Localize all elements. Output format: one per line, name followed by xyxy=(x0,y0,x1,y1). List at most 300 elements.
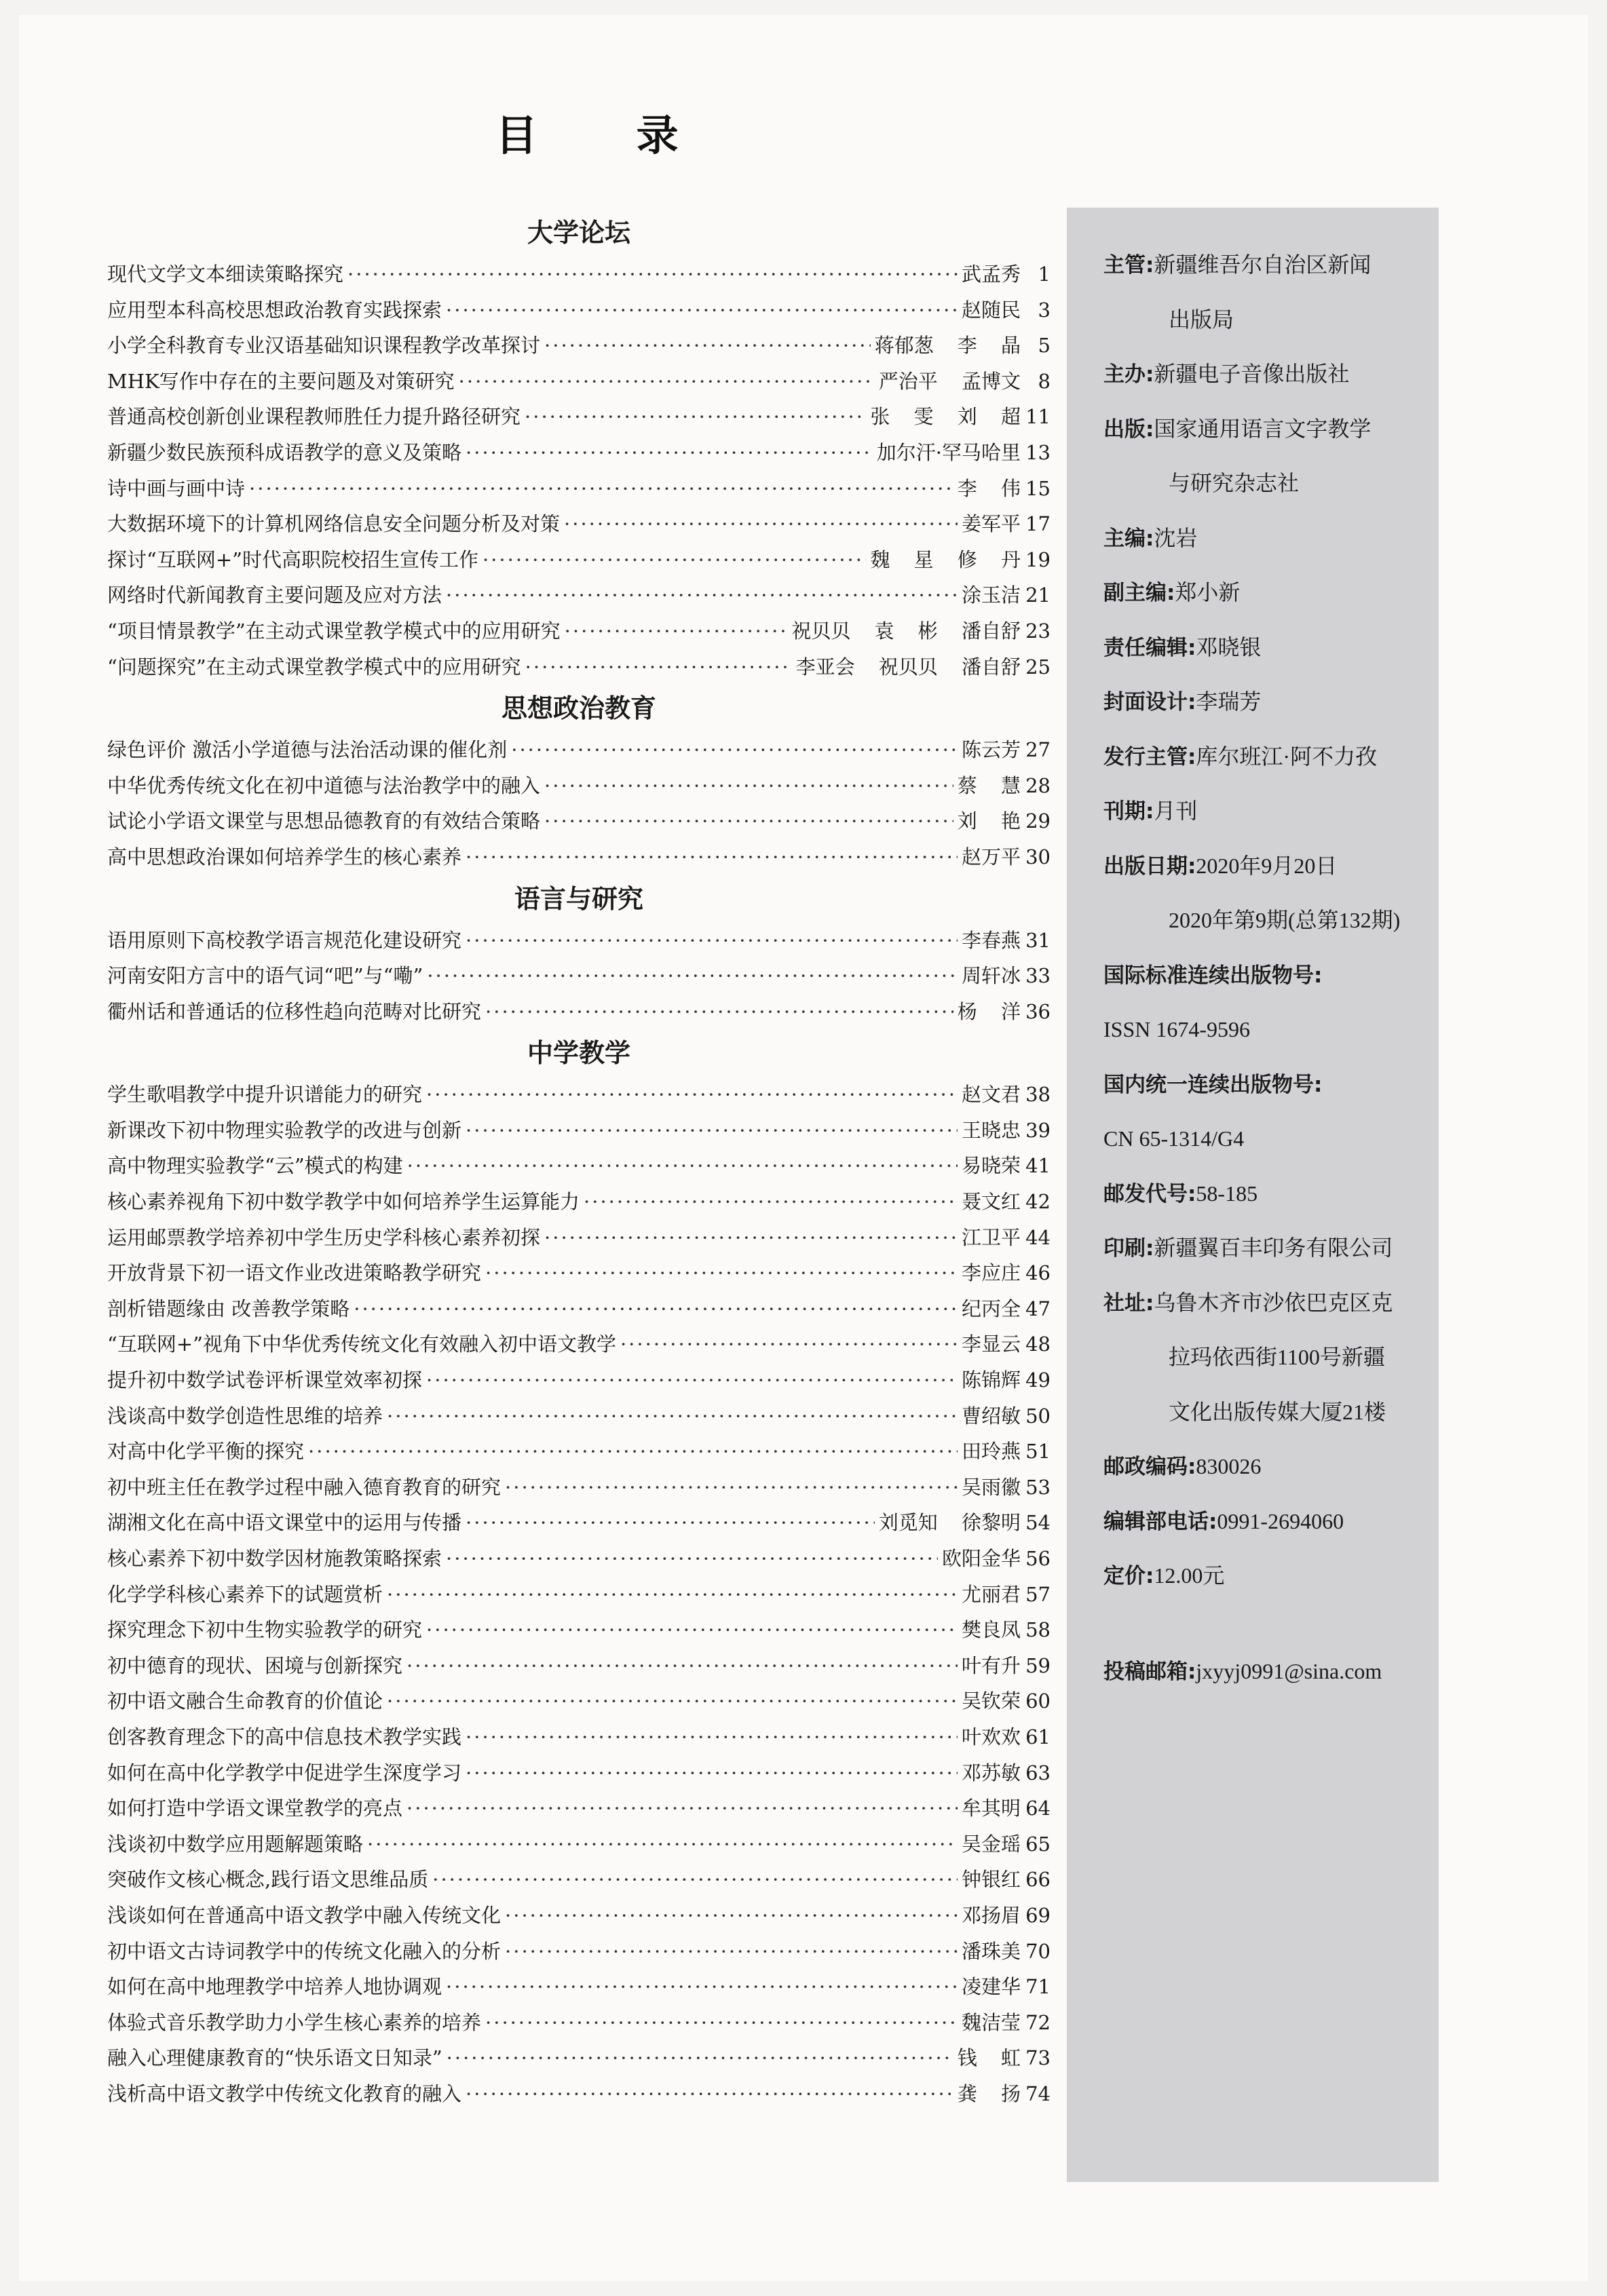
toc-entry xyxy=(107,1220,1051,1256)
leader-dots xyxy=(565,613,788,649)
toc-entry xyxy=(107,958,1051,994)
toc-entry xyxy=(107,1255,1051,1291)
entry-title: 网络时代新闻教育主要问题及应对方法 xyxy=(107,583,442,607)
section-heading: 语言与研究 xyxy=(514,883,643,914)
masthead-value: 月刊 xyxy=(1154,799,1198,823)
masthead-value: 拉玛依西街1100号新疆 xyxy=(1169,1345,1385,1369)
entry-page: 51 xyxy=(1025,1440,1051,1463)
toc-entry xyxy=(107,1113,1051,1149)
entry-author: 魏 星 修 丹 xyxy=(870,548,1021,571)
masthead-value: 0991-2694060 xyxy=(1217,1508,1344,1533)
toc-entry xyxy=(107,994,1051,1030)
masthead-row xyxy=(1103,1002,1436,1057)
masthead-value: 新疆电子音像出版社 xyxy=(1154,362,1350,386)
leader-dots xyxy=(407,1791,958,1826)
toc-entry xyxy=(107,1505,1051,1541)
entry-title: 探究理念下初中生物实验教学的研究 xyxy=(107,1618,423,1642)
entry-title: 大数据环境下的计算机网络信息安全问题分析及对策 xyxy=(107,512,561,536)
entry-page: 59 xyxy=(1025,1653,1051,1677)
entry-page: 47 xyxy=(1025,1297,1051,1320)
masthead-row xyxy=(1103,237,1436,292)
toc-entry xyxy=(107,1577,1051,1613)
entry-title: 核心素养视角下初中数学教学中如何培养学生运算能力 xyxy=(107,1190,580,1214)
entry-title: 如何在高中地理教学中培养人地协调观 xyxy=(107,1975,442,1999)
entry-title: 初中班主任在教学过程中融入德育教育的研究 xyxy=(107,1475,502,1499)
leader-dots xyxy=(544,1220,958,1256)
masthead-row xyxy=(1103,1494,1436,1549)
entry-author: 凌建华 xyxy=(961,1975,1021,1999)
entry-page: 39 xyxy=(1025,1118,1051,1142)
entry-title: 中华优秀传统文化在初中道德与法治教学中的融入 xyxy=(107,773,541,797)
entry-page: 66 xyxy=(1025,1868,1051,1892)
entry-author: 刘 艳 xyxy=(957,809,1021,833)
toc-entry xyxy=(107,768,1051,804)
masthead-row xyxy=(1103,1166,1436,1221)
entry-title: 对高中化学平衡的探究 xyxy=(107,1440,305,1463)
leader-dots xyxy=(407,1148,958,1184)
masthead-key: 定价: xyxy=(1103,1564,1154,1588)
entry-title: 现代文学文本细读策略探究 xyxy=(107,263,344,286)
entry-title: 学生歌唱教学中提升识谱能力的研究 xyxy=(107,1083,423,1107)
entry-page: 30 xyxy=(1025,845,1051,868)
section-heading: 大学论坛 xyxy=(527,218,630,248)
entry-page: 42 xyxy=(1025,1190,1051,1214)
entry-page: 64 xyxy=(1025,1797,1051,1820)
masthead-row xyxy=(1103,456,1436,511)
masthead-key: 主办: xyxy=(1103,362,1154,387)
entry-page: 72 xyxy=(1025,2010,1051,2034)
masthead-key: 封面设计: xyxy=(1103,690,1196,714)
toc-entry xyxy=(107,1184,1051,1220)
table-of-contents xyxy=(107,209,1051,2112)
toc-entry xyxy=(107,1862,1051,1898)
toc-entry xyxy=(107,613,1051,649)
toc-entry xyxy=(107,1434,1051,1470)
leader-dots xyxy=(466,1113,958,1149)
leader-dots xyxy=(446,1969,958,2005)
leader-dots xyxy=(426,1077,958,1113)
toc-entry xyxy=(107,1541,1051,1577)
entry-page: 13 xyxy=(1025,440,1051,464)
entry-title: 创客教育理念下的高中信息技术教学实践 xyxy=(107,1725,462,1748)
entry-page: 73 xyxy=(1025,2046,1051,2070)
masthead-row xyxy=(1103,402,1436,457)
entry-title: 初中语文融合生命教育的价值论 xyxy=(107,1689,383,1713)
entry-author: 龚 扬 xyxy=(957,2082,1021,2105)
leader-dots xyxy=(446,292,958,328)
entry-page: 71 xyxy=(1025,1975,1051,1999)
entry-page: 36 xyxy=(1025,999,1051,1023)
leader-dots xyxy=(466,435,873,471)
entry-author: 杨 洋 xyxy=(957,999,1021,1023)
toc-entry xyxy=(107,1791,1051,1826)
leader-dots xyxy=(466,839,958,875)
entry-author: 叶欢欢 xyxy=(961,1725,1021,1748)
masthead-key: 主管: xyxy=(1103,253,1154,278)
entry-title: 高中思想政治课如何培养学生的核心素养 xyxy=(107,845,462,868)
leader-dots xyxy=(485,1255,958,1291)
entry-author: 尤丽君 xyxy=(961,1582,1021,1606)
masthead-key: 刊期: xyxy=(1103,799,1154,824)
masthead-row xyxy=(1103,1111,1436,1166)
entry-page: 74 xyxy=(1025,2082,1051,2105)
toc-entry xyxy=(107,542,1051,578)
leader-dots xyxy=(466,2076,953,2112)
entry-title: 试论小学语文课堂与思想品德教育的有效结合策略 xyxy=(107,809,541,833)
entry-author: 易晓荣 xyxy=(961,1154,1021,1178)
toc-entry xyxy=(107,923,1051,959)
entry-page: 31 xyxy=(1025,928,1051,952)
masthead-value: 2020年9月20日 xyxy=(1196,853,1338,878)
toc-entry xyxy=(107,435,1051,471)
masthead-value: 830026 xyxy=(1196,1454,1262,1478)
masthead-row xyxy=(1103,784,1436,839)
entry-title: 语用原则下高校教学语言规范化建设研究 xyxy=(107,928,462,952)
masthead-value: 2020年第9期(总第132期) xyxy=(1169,908,1401,932)
entry-author: 吴钦荣 xyxy=(961,1689,1021,1713)
section-heading: 中学教学 xyxy=(527,1038,630,1069)
masthead-value: 58-185 xyxy=(1196,1181,1258,1206)
entry-title: 初中德育的现状、困境与创新探究 xyxy=(107,1653,403,1677)
toc-entry xyxy=(107,1755,1051,1791)
entry-title: 突破作文核心概念,践行语文思维品质 xyxy=(107,1868,429,1892)
entry-author: 吴金瑶 xyxy=(961,1832,1021,1856)
masthead-key: 主编: xyxy=(1103,526,1154,551)
entry-page: 3 xyxy=(1038,298,1051,322)
entry-page: 65 xyxy=(1025,1832,1051,1856)
entry-author: 李 伟 xyxy=(957,476,1021,500)
entry-page: 44 xyxy=(1025,1225,1051,1249)
toc-entry xyxy=(107,506,1051,542)
entry-title: 普通高校创新创业课程教师胜任力提升路径研究 xyxy=(107,405,521,429)
masthead-key: 邮政编码: xyxy=(1103,1455,1196,1479)
entry-page: 48 xyxy=(1025,1333,1051,1356)
entry-author: 邓扬眉 xyxy=(961,1903,1021,1927)
entry-title: “项目情景教学”在主动式课堂教学模式中的应用研究 xyxy=(107,619,561,643)
leader-dots xyxy=(511,732,958,768)
entry-author: 邓苏敏 xyxy=(961,1761,1021,1784)
entry-title: 如何在高中化学教学中促进学生深度学习 xyxy=(107,1761,462,1784)
entry-author: 曹绍敏 xyxy=(961,1404,1021,1428)
masthead-value: 国家通用语言文字教学 xyxy=(1154,416,1372,441)
leader-dots xyxy=(354,1291,958,1327)
entry-author: 张 雯 刘 超 xyxy=(870,405,1021,429)
entry-author: 祝贝贝 袁 彬 潘自舒 xyxy=(791,619,1021,643)
entry-author: 李显云 xyxy=(961,1333,1021,1356)
entry-title: 绿色评价 激活小学道德与法治活动课的催化剂 xyxy=(107,738,508,762)
entry-page: 28 xyxy=(1025,773,1051,797)
entry-page: 25 xyxy=(1025,655,1051,678)
entry-page: 33 xyxy=(1025,964,1051,988)
toc-entry xyxy=(107,803,1051,839)
entry-author: 周轩冰 xyxy=(961,964,1021,988)
masthead-row xyxy=(1103,893,1436,948)
entry-author: 姜军平 xyxy=(961,512,1021,536)
entry-author: 李春燕 xyxy=(961,928,1021,952)
masthead-row xyxy=(1103,1644,1436,1699)
entry-page: 27 xyxy=(1025,738,1051,762)
entry-author: 钟银红 xyxy=(961,1868,1021,1892)
toc-entry xyxy=(107,1148,1051,1184)
masthead-key: 印刷: xyxy=(1103,1236,1154,1261)
leader-dots xyxy=(426,1612,958,1648)
masthead-key: 出版: xyxy=(1103,417,1154,442)
leader-dots xyxy=(505,1934,958,1970)
entry-title: MHK写作中存在的主要问题及对策研究 xyxy=(107,369,455,393)
leader-dots xyxy=(485,2005,958,2041)
leader-dots xyxy=(446,1541,938,1577)
entry-author: 牟其明 xyxy=(961,1797,1021,1820)
toc-entry xyxy=(107,2005,1051,2041)
leader-dots xyxy=(447,2040,953,2076)
entry-author: 魏洁莹 xyxy=(961,2010,1021,2034)
entry-title: 化学学科核心素养下的试题赏析 xyxy=(107,1582,383,1606)
entry-page: 19 xyxy=(1025,548,1051,571)
entry-author: 严治平 孟博文 xyxy=(878,369,1021,393)
masthead-row xyxy=(1103,1276,1436,1331)
entry-page: 60 xyxy=(1025,1689,1051,1713)
entry-title: 浅谈如何在普通高中语文教学中融入传统文化 xyxy=(107,1903,502,1927)
toc-entry xyxy=(107,1826,1051,1862)
section-heading: 思想政治教育 xyxy=(501,693,656,724)
leader-dots xyxy=(347,256,958,292)
masthead-row xyxy=(1103,1385,1436,1440)
entry-title: 初中语文古诗词教学中的传统文化融入的分析 xyxy=(107,1939,502,1963)
entry-page: 17 xyxy=(1025,512,1051,536)
masthead-row xyxy=(1103,292,1436,347)
entry-page: 53 xyxy=(1025,1475,1051,1499)
leader-dots xyxy=(505,1898,958,1934)
masthead-key: 编辑部电话: xyxy=(1103,1509,1217,1534)
entry-title: 新疆少数民族预科成语教学的意义及策略 xyxy=(107,440,462,464)
toc-entry xyxy=(107,292,1051,328)
leader-dots xyxy=(564,506,958,542)
entry-author: 樊良凤 xyxy=(961,1618,1021,1642)
toc-entry xyxy=(107,732,1051,768)
entry-page: 49 xyxy=(1025,1369,1051,1392)
entry-page: 23 xyxy=(1025,619,1051,643)
entry-title: 浅谈高中数学创造性思维的培养 xyxy=(107,1404,383,1428)
masthead-key: 国内统一连续出版物号: xyxy=(1103,1072,1323,1097)
masthead-value: 新疆维吾尔自治区新闻 xyxy=(1154,252,1372,277)
masthead-key: 社址: xyxy=(1103,1290,1154,1316)
entry-page: 70 xyxy=(1025,1939,1051,1963)
entry-page: 21 xyxy=(1025,583,1051,607)
entry-title: 应用型本科高校思想政治教育实践探索 xyxy=(107,298,442,322)
entry-title: 核心素养下初中数学因材施教策略探索 xyxy=(107,1547,442,1570)
entry-author: 潘珠美 xyxy=(961,1939,1021,1963)
entry-author: 江卫平 xyxy=(961,1225,1021,1249)
leader-dots xyxy=(466,1505,875,1541)
masthead-row xyxy=(1103,511,1436,566)
entry-author: 李应庄 xyxy=(961,1261,1021,1285)
leader-dots xyxy=(466,1719,958,1755)
leader-dots xyxy=(483,542,866,578)
masthead-value: CN 65-1314/G4 xyxy=(1103,1126,1245,1151)
masthead-row xyxy=(1103,1548,1436,1603)
leader-dots xyxy=(620,1326,958,1362)
toc-entry xyxy=(107,256,1051,292)
toc-entry xyxy=(107,1719,1051,1755)
masthead-row xyxy=(1103,620,1436,675)
entry-title: 探讨“互联网+”时代高职院校招生宣传工作 xyxy=(107,548,478,571)
entry-author: 武孟秀 xyxy=(961,263,1021,286)
masthead-key: 发行主管: xyxy=(1103,744,1196,769)
entry-author: 蒋郁葱 李 晶 xyxy=(874,334,1021,358)
leader-dots xyxy=(387,1398,958,1434)
toc-entry xyxy=(107,1648,1051,1684)
entry-page: 56 xyxy=(1025,1547,1051,1570)
toc-entry xyxy=(107,399,1051,435)
entry-title: 剖析错题缘由 改善教学策略 xyxy=(107,1297,350,1320)
toc-entry xyxy=(107,1362,1051,1398)
leader-dots xyxy=(505,1470,958,1506)
entry-author: 欧阳金华 xyxy=(941,1547,1021,1570)
leader-dots xyxy=(308,1434,958,1470)
entry-title: 体验式音乐教学助力小学生核心素养的培养 xyxy=(107,2010,482,2034)
leader-dots xyxy=(466,923,958,959)
masthead-value: ISSN 1674-9596 xyxy=(1103,1017,1251,1041)
entry-page: 58 xyxy=(1025,1618,1051,1642)
entry-page: 50 xyxy=(1025,1404,1051,1428)
entry-page: 11 xyxy=(1025,405,1051,429)
masthead-key: 出版日期: xyxy=(1103,854,1196,879)
leader-dots xyxy=(544,328,871,364)
leader-dots xyxy=(432,1862,958,1898)
entry-title: 小学全科教育专业汉语基础知识课程教学改革探讨 xyxy=(107,334,541,358)
toc-entry xyxy=(107,2076,1051,2112)
masthead-row xyxy=(1103,948,1436,1003)
leader-dots xyxy=(387,1683,958,1719)
masthead-value: 新疆翼百丰印务有限公司 xyxy=(1154,1236,1393,1260)
masthead-key: 投稿邮箱: xyxy=(1103,1659,1196,1684)
toc-entry xyxy=(107,577,1051,613)
leader-dots xyxy=(459,364,875,400)
entry-author: 聂文红 xyxy=(961,1190,1021,1214)
entry-title: 运用邮票教学培养初中学生历史学科核心素养初探 xyxy=(107,1225,541,1249)
entry-page: 29 xyxy=(1025,809,1051,833)
leader-dots xyxy=(367,1826,958,1862)
entry-title: 湖湘文化在高中语文课堂中的运用与传播 xyxy=(107,1511,462,1535)
masthead-panel xyxy=(1067,208,1439,2182)
entry-author: 赵万平 xyxy=(961,845,1021,868)
entry-author: 涂玉洁 xyxy=(961,583,1021,607)
entry-title: 河南安阳方言中的语气词“吧”与“嘞” xyxy=(107,964,423,988)
leader-dots xyxy=(407,1648,958,1684)
entry-page: 61 xyxy=(1025,1725,1051,1748)
entry-author: 叶有升 xyxy=(961,1653,1021,1677)
entry-author: 加尔汗·罕马哈里 xyxy=(876,440,1021,464)
leader-dots xyxy=(426,1362,958,1398)
leader-dots xyxy=(544,803,953,839)
toc-entry xyxy=(107,1612,1051,1648)
leader-dots xyxy=(466,1755,958,1791)
masthead-value: 乌鲁木齐市沙依巴克区克 xyxy=(1154,1290,1393,1315)
toc-entry xyxy=(107,1898,1051,1934)
toc-entry xyxy=(107,1934,1051,1970)
masthead-row xyxy=(1103,839,1436,894)
masthead-value: 库尔班江·阿不力孜 xyxy=(1196,744,1378,769)
toc-entry xyxy=(107,1398,1051,1434)
leader-dots xyxy=(387,1577,958,1613)
entry-title: “互联网+”视角下中华优秀传统文化有效融入初中语文教学 xyxy=(107,1333,616,1356)
entry-page: 57 xyxy=(1025,1582,1051,1606)
entry-page: 15 xyxy=(1025,476,1051,500)
entry-page: 54 xyxy=(1025,1511,1051,1535)
entry-author: 纪丙全 xyxy=(961,1297,1021,1320)
entry-author: 刘觅知 徐黎明 xyxy=(878,1511,1021,1535)
masthead-row xyxy=(1103,1330,1436,1385)
toc-entry xyxy=(107,1291,1051,1327)
entry-page: 38 xyxy=(1025,1083,1051,1107)
entry-title: 浅析高中语文教学中传统文化教育的融入 xyxy=(107,2082,462,2105)
entry-author: 蔡 慧 xyxy=(957,773,1021,797)
entry-page: 46 xyxy=(1025,1261,1051,1285)
entry-title: 提升初中数学试卷评析课堂效率初探 xyxy=(107,1369,423,1392)
entry-title: 高中物理实验教学“云”模式的构建 xyxy=(107,1154,403,1178)
entry-author: 田玲燕 xyxy=(961,1440,1021,1463)
entry-author: 李亚会 祝贝贝 潘自舒 xyxy=(795,655,1021,678)
masthead-value: 郑小新 xyxy=(1175,580,1241,605)
entry-page: 5 xyxy=(1038,334,1051,358)
masthead-row xyxy=(1103,565,1436,620)
entry-page: 1 xyxy=(1038,263,1051,286)
leader-dots xyxy=(544,768,953,804)
toc-entry xyxy=(107,1326,1051,1362)
masthead-key: 邮发代号: xyxy=(1103,1181,1196,1206)
toc-entry xyxy=(107,471,1051,507)
entry-title: 融入心理健康教育的“快乐语文日知录” xyxy=(107,2046,442,2070)
masthead-row xyxy=(1103,674,1436,729)
toc-entry xyxy=(107,2040,1051,2076)
masthead-row xyxy=(1103,1439,1436,1494)
entry-author: 钱 虹 xyxy=(957,2046,1021,2070)
toc-entry xyxy=(107,1077,1051,1113)
masthead-value: 文化出版传媒大厦21楼 xyxy=(1169,1399,1386,1424)
masthead-value: 邓晓银 xyxy=(1196,634,1262,659)
entry-title: 新课改下初中物理实验教学的改进与创新 xyxy=(107,1118,462,1142)
masthead-value: 12.00元 xyxy=(1154,1563,1225,1588)
entry-author: 陈锦辉 xyxy=(961,1369,1021,1392)
masthead-value: 出版局 xyxy=(1169,307,1234,332)
entry-author: 吴雨徽 xyxy=(961,1475,1021,1499)
toc-entry xyxy=(107,1969,1051,2005)
masthead-key: 副主编: xyxy=(1103,581,1175,605)
entry-page: 63 xyxy=(1025,1761,1051,1784)
entry-author: 王晓忠 xyxy=(961,1118,1021,1142)
leader-dots xyxy=(249,471,953,507)
masthead-row xyxy=(1103,729,1436,784)
masthead-value: 与研究杂志社 xyxy=(1169,471,1300,495)
entry-author: 赵随民 xyxy=(961,298,1021,322)
masthead-value: jxyyj0991@sina.com xyxy=(1196,1658,1382,1683)
masthead-row xyxy=(1103,1221,1436,1276)
masthead-value: 沈岩 xyxy=(1154,525,1198,550)
masthead-key: 国际标准连续出版物号: xyxy=(1103,963,1323,988)
leader-dots xyxy=(485,994,953,1030)
entry-page: 41 xyxy=(1025,1154,1051,1178)
toc-entry xyxy=(107,1683,1051,1719)
leader-dots xyxy=(525,649,792,685)
masthead-row xyxy=(1103,347,1436,402)
entry-title: 开放背景下初一语文作业改进策略教学研究 xyxy=(107,1261,482,1285)
entry-page: 69 xyxy=(1025,1903,1051,1927)
masthead-list xyxy=(1103,237,1436,1698)
entry-author: 赵文君 xyxy=(961,1083,1021,1107)
masthead-value: 李瑞芳 xyxy=(1196,689,1262,714)
masthead-row xyxy=(1103,1057,1436,1112)
leader-dots xyxy=(584,1184,958,1220)
